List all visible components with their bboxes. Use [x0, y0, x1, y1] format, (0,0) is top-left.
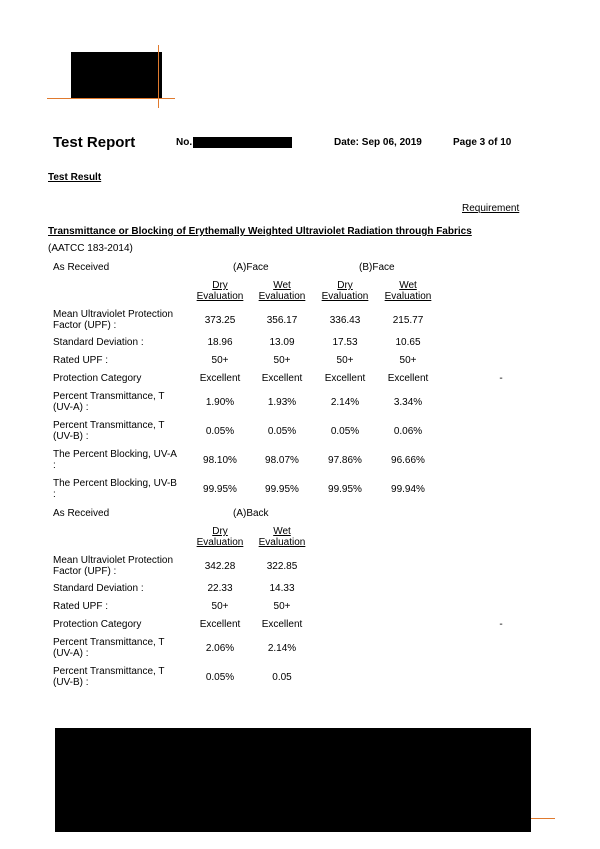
- result-value: 342.28: [204, 561, 236, 572]
- result-value: 22.33: [207, 583, 233, 594]
- crop-mark-horizontal: [47, 98, 175, 99]
- result-value: 18.96: [207, 337, 233, 348]
- result-value: 10.65: [395, 337, 421, 348]
- row-label: Standard Deviation :: [53, 583, 144, 594]
- requirement-heading: Requirement: [462, 203, 520, 214]
- row-label: The Percent Blocking, UV-A :: [53, 449, 177, 471]
- back-col-header: Wet Evaluation: [258, 526, 306, 548]
- row-label: Rated UPF :: [53, 355, 109, 366]
- result-value: 99.95%: [203, 484, 237, 495]
- section-title: Transmittance or Blocking of Erythemally Weighted Ultraviolet Radiation through Fabrics: [48, 226, 472, 237]
- result-value: 0.05%: [205, 426, 235, 437]
- result-value: 99.95%: [328, 484, 362, 495]
- row-label: Standard Deviation :: [53, 337, 144, 348]
- row-label: Protection Category: [53, 619, 142, 630]
- result-value: 50+: [273, 355, 291, 366]
- crop-mark-vertical: [158, 45, 159, 108]
- redacted-report-number: [193, 137, 292, 148]
- result-value: 0.06%: [393, 426, 423, 437]
- back-as-received: As Received: [53, 508, 110, 519]
- report-date: Date: Sep 06, 2019: [334, 137, 422, 148]
- face-col-header: Wet Evaluation: [258, 280, 306, 302]
- row-label: The Percent Blocking, UV-B :: [53, 478, 177, 500]
- result-value: 98.07%: [265, 455, 299, 466]
- result-value: 373.25: [204, 315, 236, 326]
- row-label: Protection Category: [53, 373, 142, 384]
- redacted-logo: [71, 52, 162, 98]
- result-value: 97.86%: [328, 455, 362, 466]
- result-value: 0.05%: [205, 672, 235, 683]
- result-value: 0.05: [272, 672, 292, 683]
- result-value: 2.06%: [205, 643, 235, 654]
- result-value: 50+: [273, 601, 291, 612]
- report-number-label: No.: [176, 137, 193, 148]
- face-col-header: Dry Evaluation: [196, 280, 244, 302]
- result-value: 215.77: [392, 315, 424, 326]
- row-label: Percent Transmittance, T (UV-A) :: [53, 637, 165, 659]
- test-method: (AATCC 183-2014): [48, 243, 133, 254]
- group-a-back: (A)Back: [233, 508, 269, 519]
- result-value: 322.85: [266, 561, 298, 572]
- result-value: 1.90%: [205, 397, 235, 408]
- result-value: 3.34%: [393, 397, 423, 408]
- requirement-value: -: [499, 373, 503, 384]
- result-value: 98.10%: [203, 455, 237, 466]
- result-value: 96.66%: [391, 455, 425, 466]
- result-value: 1.93%: [267, 397, 297, 408]
- result-value: 17.53: [332, 337, 358, 348]
- row-label: Rated UPF :: [53, 601, 109, 612]
- group-b-face: (B)Face: [359, 262, 395, 273]
- report-title: Test Report: [53, 134, 136, 151]
- result-value: 0.05%: [330, 426, 360, 437]
- footer-crop-mark: [531, 818, 555, 819]
- back-col-header: Dry Evaluation: [196, 526, 244, 548]
- result-value: Excellent: [387, 373, 429, 384]
- group-a-face: (A)Face: [233, 262, 269, 273]
- face-col-header: Dry Evaluation: [321, 280, 369, 302]
- result-value: Excellent: [261, 619, 303, 630]
- result-value: 99.95%: [265, 484, 299, 495]
- result-value: 50+: [399, 355, 417, 366]
- row-label: Mean Ultraviolet Protection Factor (UPF) :: [53, 309, 174, 331]
- result-value: 99.94%: [391, 484, 425, 495]
- row-label: Percent Transmittance, T (UV-B) :: [53, 666, 165, 688]
- result-value: 0.05%: [267, 426, 297, 437]
- requirement-value: -: [499, 619, 503, 630]
- page-number: Page 3 of 10: [453, 137, 512, 148]
- row-label: Percent Transmittance, T (UV-B) :: [53, 420, 165, 442]
- result-value: 356.17: [266, 315, 298, 326]
- test-result-heading: Test Result: [48, 172, 102, 183]
- result-value: Excellent: [261, 373, 303, 384]
- redacted-footer: [55, 728, 531, 832]
- result-value: 50+: [211, 601, 229, 612]
- result-value: 13.09: [269, 337, 295, 348]
- result-value: 14.33: [269, 583, 295, 594]
- result-value: Excellent: [199, 373, 241, 384]
- row-label: Mean Ultraviolet Protection Factor (UPF) :: [53, 555, 174, 577]
- result-value: 2.14%: [330, 397, 360, 408]
- face-as-received: As Received: [53, 262, 110, 273]
- result-value: 2.14%: [267, 643, 297, 654]
- result-value: Excellent: [199, 619, 241, 630]
- row-label: Percent Transmittance, T (UV-A) :: [53, 391, 165, 413]
- result-value: 50+: [211, 355, 229, 366]
- result-value: 50+: [336, 355, 354, 366]
- result-value: 336.43: [329, 315, 361, 326]
- face-col-header: Wet Evaluation: [384, 280, 432, 302]
- result-value: Excellent: [324, 373, 366, 384]
